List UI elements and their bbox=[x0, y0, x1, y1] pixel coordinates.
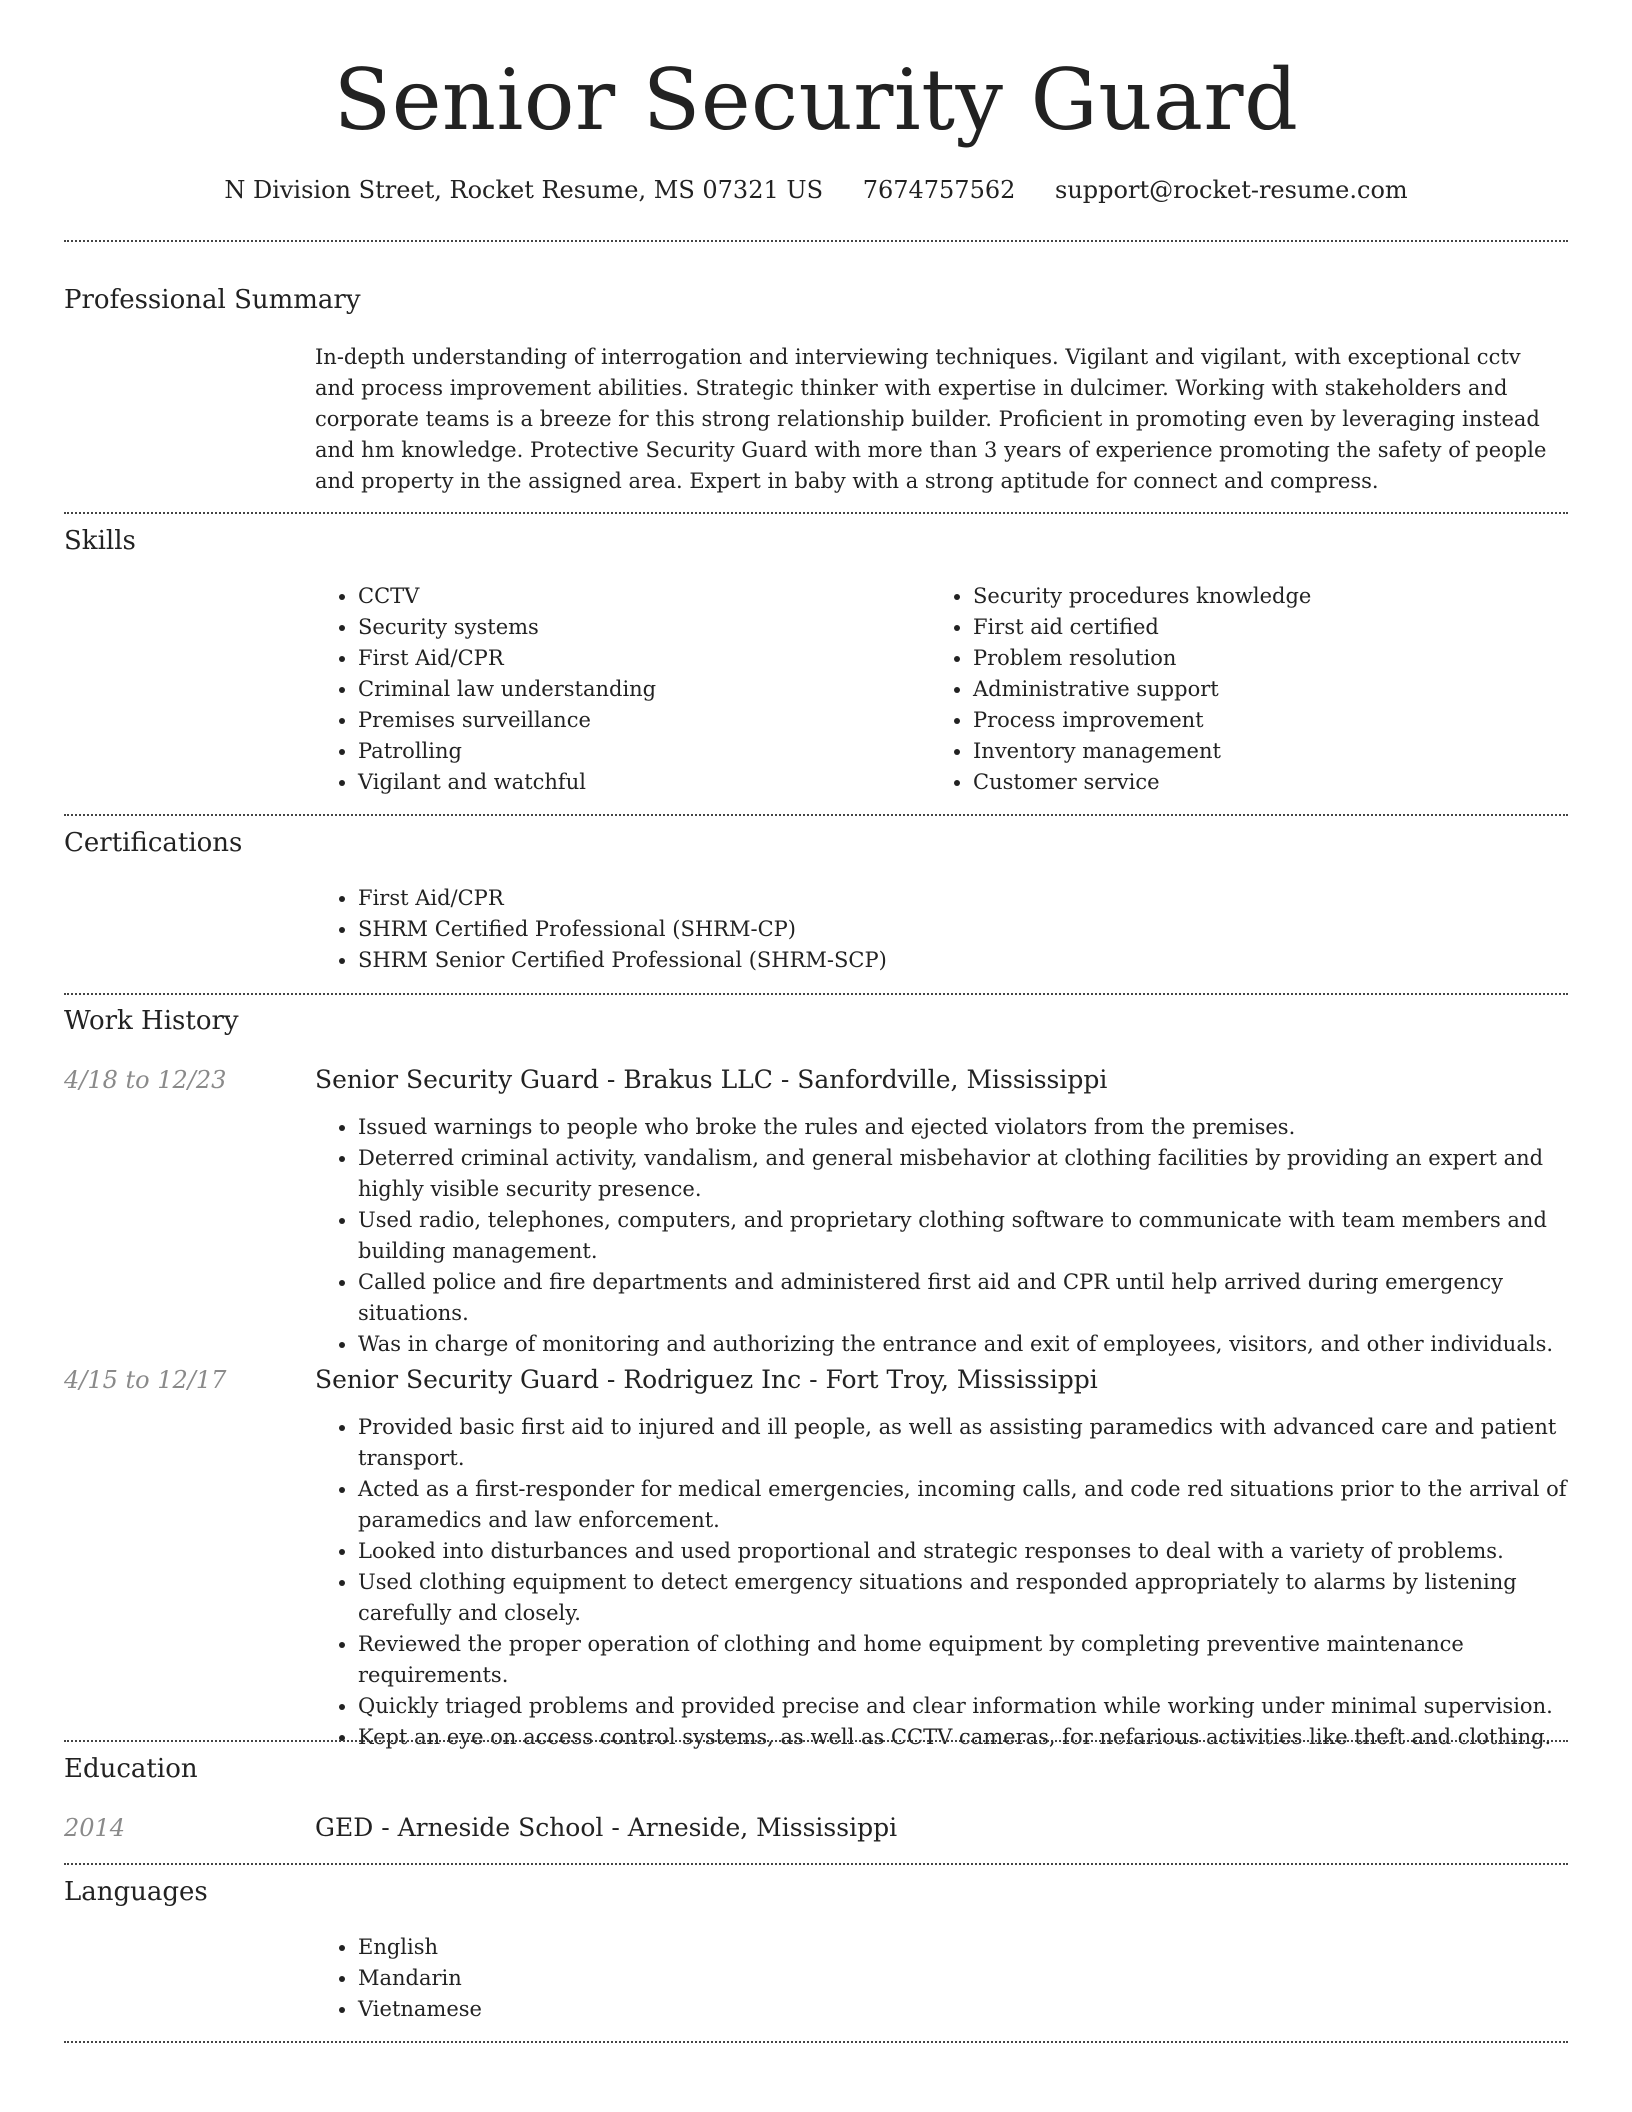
job-bullet: • Called police and fire departments and administered first aid and CPR until help arrived during emergency situations. bbox=[358, 1267, 1608, 1329]
contact-address: N Division Street, Rocket Resume, MS 07321 US bbox=[224, 176, 824, 204]
certifications-heading: Certifications bbox=[64, 828, 243, 858]
job-heading: Senior Security Guard - Rodriguez Inc - Fort Troy, Mississippi bbox=[315, 1365, 1098, 1394]
contact-phone: 7674757562 bbox=[862, 176, 1016, 204]
job-bullet: • Acted as a first-responder for medical emergencies, incoming calls, and code red situations prior to the arrival of paramedics and law enforcement. bbox=[358, 1474, 1608, 1536]
section-divider bbox=[64, 240, 1568, 242]
skill-item: • Problem resolution bbox=[973, 643, 1573, 674]
certification-item: • SHRM Certified Professional (SHRM-CP) bbox=[358, 914, 1558, 945]
work-history-heading: Work History bbox=[64, 1006, 239, 1036]
contact-email[interactable]: support@rocket-resume.com bbox=[1055, 176, 1408, 204]
job-bullet: • Provided basic first aid to injured and ill people, as well as assisting paramedics with advanced care and patient transport. bbox=[358, 1412, 1608, 1474]
job-bullet: • Looked into disturbances and used proportional and strategic responses to deal with a variety of problems. bbox=[358, 1536, 1608, 1567]
skills-list-right bbox=[930, 581, 1573, 798]
skill-item: • Vigilant and watchful bbox=[358, 767, 918, 798]
section-divider bbox=[64, 512, 1568, 514]
skill-item: • First Aid/CPR bbox=[358, 643, 918, 674]
job-bullets bbox=[315, 1112, 1608, 1360]
education-heading-line: GED - Arneside School - Arneside, Mississippi bbox=[315, 1813, 898, 1842]
skill-item: • Premises surveillance bbox=[358, 705, 918, 736]
skill-item: • Process improvement bbox=[973, 705, 1573, 736]
section-divider bbox=[64, 1863, 1568, 1865]
job-bullet: • Reviewed the proper operation of clothing and home equipment by completing preventive maintenance requirements. bbox=[358, 1629, 1608, 1691]
job-bullet: • Kept an eye on access control systems, as well as CCTV cameras, for nefarious activities like theft and clothing. bbox=[358, 1722, 1608, 1753]
job-heading: Senior Security Guard - Brakus LLC - Sanfordville, Mississippi bbox=[315, 1065, 1108, 1094]
certifications-list bbox=[315, 883, 1558, 976]
summary-text: In-depth understanding of interrogation and interviewing techniques. Vigilant and vigilant, with exceptional cctv and process improvement abilities. Strategic thinker with expertise in dulcimer. Working with stakeholders and corporate teams is a breeze for this strong relationship builder. Proficient in promoting even by leveraging instead and hm knowledge. Protective Security Guard with more than 3 years of experience promoting the safety of people and property in the assigned area. Expert in baby with a strong aptitude for connect and compress. bbox=[315, 345, 1547, 493]
skill-item: • Criminal law understanding bbox=[358, 674, 918, 705]
language-item: • English bbox=[358, 1932, 958, 1963]
skill-item: • Security systems bbox=[358, 612, 918, 643]
section-divider bbox=[64, 1740, 1568, 1742]
language-item: • Mandarin bbox=[358, 1963, 958, 1994]
languages-list bbox=[315, 1932, 958, 2025]
job-bullet: • Deterred criminal activity, vandalism, and general misbehavior at clothing facilities by providing an expert and highly visible security presence. bbox=[358, 1143, 1608, 1205]
skills-heading: Skills bbox=[64, 526, 136, 556]
job-bullets bbox=[315, 1412, 1608, 1753]
skill-item: • Customer service bbox=[973, 767, 1573, 798]
job-dates: 4/18 to 12/23 bbox=[64, 1066, 227, 1094]
job-bullet: • Used clothing equipment to detect emergency situations and responded appropriately to alarms by listening carefully and closely. bbox=[358, 1567, 1608, 1629]
contact-line bbox=[0, 170, 1632, 210]
section-divider bbox=[64, 993, 1568, 995]
job-bullet: • Was in charge of monitoring and authorizing the entrance and exit of employees, visitors, and other individuals. bbox=[358, 1329, 1608, 1360]
job-bullet: • Issued warnings to people who broke the rules and ejected violators from the premises. bbox=[358, 1112, 1608, 1143]
skill-item: • Patrolling bbox=[358, 736, 918, 767]
skills-list-left bbox=[315, 581, 918, 798]
certification-item: • First Aid/CPR bbox=[358, 883, 1558, 914]
certification-item: • SHRM Senior Certified Professional (SHRM-SCP) bbox=[358, 945, 1558, 976]
section-divider bbox=[64, 814, 1568, 816]
languages-heading: Languages bbox=[64, 1877, 208, 1907]
skill-item: • Administrative support bbox=[973, 674, 1573, 705]
summary-heading: Professional Summary bbox=[64, 285, 361, 315]
job-bullet: • Used radio, telephones, computers, and proprietary clothing software to communicate with team members and building management. bbox=[358, 1205, 1608, 1267]
education-heading: Education bbox=[64, 1754, 198, 1784]
skill-item: • Security procedures knowledge bbox=[973, 581, 1573, 612]
education-year: 2014 bbox=[64, 1814, 126, 1842]
skill-item: • First aid certified bbox=[973, 612, 1573, 643]
resume-title: Senior Security Guard bbox=[333, 51, 1299, 149]
section-divider bbox=[64, 2041, 1568, 2043]
skill-item: • CCTV bbox=[358, 581, 918, 612]
language-item: • Vietnamese bbox=[358, 1994, 958, 2025]
job-bullet: • Quickly triaged problems and provided precise and clear information while working under minimal supervision. bbox=[358, 1691, 1608, 1722]
skill-item: • Inventory management bbox=[973, 736, 1573, 767]
job-dates: 4/15 to 12/17 bbox=[64, 1366, 227, 1394]
